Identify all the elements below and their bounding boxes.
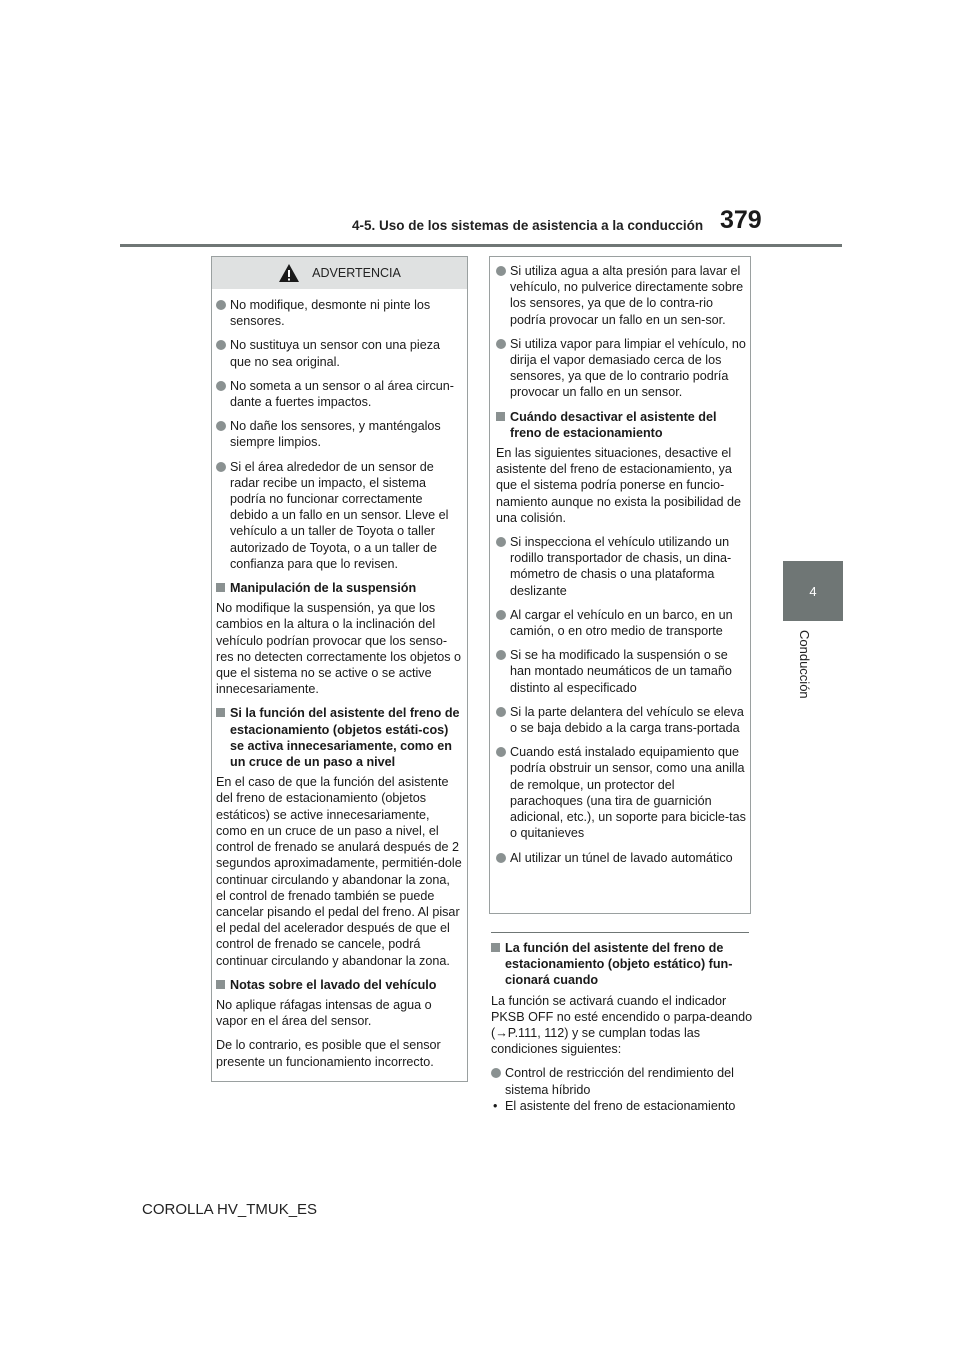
bullet-icon [216, 340, 226, 350]
condition-item: Control de restricción del rendimiento del sistema híbrido [491, 1065, 753, 1097]
square-bullet-icon [216, 708, 225, 717]
wash-text: De lo contrario, es posible que el sensor presente un funcionamiento incorrecto. [216, 1038, 441, 1069]
header-rule [120, 244, 842, 247]
bullet-icon [496, 747, 506, 757]
bullet-icon [496, 610, 506, 620]
bullet-icon [216, 381, 226, 391]
warning-header [212, 257, 467, 289]
crossing-heading: Si la función del asistente del freno de estacionamiento (objetos estáti-cos) se activa innecesariamente, como en un cruce de un paso a nivel [216, 705, 463, 770]
bullet-icon [216, 462, 226, 472]
warning-triangle-icon [278, 263, 300, 283]
section-title: 4-5. Uso de los sistemas de asistencia a la conducción [352, 218, 704, 233]
square-bullet-icon [216, 980, 225, 989]
deactivate-heading: Cuándo desactivar el asistente del freno de estacionamiento [496, 409, 746, 441]
suspension-text: No modifique la suspensión, ya que los cambios en la altura o la inclinación del vehículo podrían provocar que los senso-res no detecten correctamente los objetos o que el sistema no se active o se active innecesariamente. [216, 601, 462, 697]
warning-item: No dañe los sensores, y manténgalos siempre limpios. [216, 418, 463, 450]
function-text: La función se activará cuando el indicador PKSB OFF no esté encendido o parpa-deando (→P.111, 112) y se cumplan todas las condiciones siguientes: [491, 993, 753, 1057]
bullet-icon [491, 1068, 501, 1078]
warning-box-continued [489, 256, 751, 914]
warning-box [211, 256, 468, 1082]
warning-item: No sustituya un sensor con una pieza que no sea original. [216, 337, 463, 369]
square-bullet-icon [491, 943, 500, 952]
warning-item: Si utiliza agua a alta presión para lavar el vehículo, no pulverice directamente sobre los sensores, ya que de lo contra-rio podría provocar un fallo en un sen-sor. [496, 263, 746, 328]
warning-item: Si la parte delantera del vehículo se eleva o se baja debido a la carga trans-portada [496, 704, 746, 736]
warning-title: ADVERTENCIA [312, 265, 401, 280]
warning-item: Si utiliza vapor para limpiar el vehículo, no dirija el vapor demasiado cerca de los sensores, ya que de lo contrario podría provocar un fallo en un sensor. [496, 336, 746, 401]
warning-item: Si el área alrededor de un sensor de radar recibe un impacto, el sistema podría no funcionar correctamente debido a un fallo en un sensor. Lleve el vehículo a un taller de Toyota o taller autorizado de Toyota, o a un taller de confianza para que lo revisen. [216, 459, 463, 572]
bullet-icon [496, 853, 506, 863]
warning-item: Si se ha modificado la suspensión o se han montado neumáticos de un tamaño distinto al especificado [496, 647, 746, 696]
warning-item: Al utilizar un túnel de lavado automático [496, 850, 746, 866]
bullet-icon [216, 421, 226, 431]
suspension-heading: Manipulación de la suspensión [216, 580, 463, 596]
warning-item: No someta a un sensor o al área circun-dante a fuertes impactos. [216, 378, 463, 410]
warning-item: Al cargar el vehículo en un barco, en un camión, o en otro medio de transporte [496, 607, 746, 639]
bullet-icon [496, 707, 506, 717]
square-bullet-icon [216, 583, 225, 592]
crossing-text: En el caso de que la función del asistente del freno de estacionamiento (objetos estáticos) se active innecesariamente, como en un cruce de un paso a nivel, el control de frenado se anulará después de 2 segundos aproximadamente, permitién-dole continuar circulando y abandonar la zona, el control de frenado también se puede cancelar pisando el pedal del freno. Al pisar el pedal del acelerador después de que el control de frenado se cancele, podrá continuar circulando y abandonar la zona. [216, 775, 462, 968]
dot-bullet-icon: • [493, 1098, 498, 1113]
square-bullet-icon [496, 412, 505, 421]
bullet-icon [496, 266, 506, 276]
page-number: 379 [720, 206, 762, 234]
warning-item: Si inspecciona el vehículo utilizando un rodillo transportador de chasis, un dina-mómetro de chasis o una plataforma deslizante [496, 534, 746, 599]
function-section [491, 932, 753, 1114]
wash-heading: Notas sobre el lavado del vehículo [216, 977, 463, 993]
chapter-tab: 4 [783, 561, 843, 621]
chapter-label: Conducción [797, 630, 812, 699]
bullet-icon [496, 650, 506, 660]
bullet-icon [496, 537, 506, 547]
section-rule [491, 932, 749, 933]
condition-sub-item: • El asistente del freno de estacionamiento [493, 1098, 736, 1113]
deactivate-text: En las siguientes situaciones, desactive el asistente del freno de estacionamiento, ya que el sistema podría ponerse en funcio-namiento aunque no exista la posibilidad de una colisión. [496, 446, 742, 525]
bullet-icon [496, 339, 506, 349]
footer-code: COROLLA HV_TMUK_ES [142, 1201, 318, 1218]
warning-item: Cuando está instalado equipamiento que podría obstruir un sensor, como una anilla de remolque, un protector del parachoques (una tira de guarnición adicional, etc.), un soporte para bicicle-tas o quitanieves [496, 744, 746, 841]
warning-item: No modifique, desmonte ni pinte los sensores. [216, 297, 463, 329]
wash-text: No aplique ráfagas intensas de agua o vapor en el área del sensor. [216, 997, 432, 1029]
bullet-icon [216, 300, 226, 310]
function-heading: La función del asistente del freno de estacionamiento (objeto estático) fun-cionará cuando [491, 940, 753, 989]
